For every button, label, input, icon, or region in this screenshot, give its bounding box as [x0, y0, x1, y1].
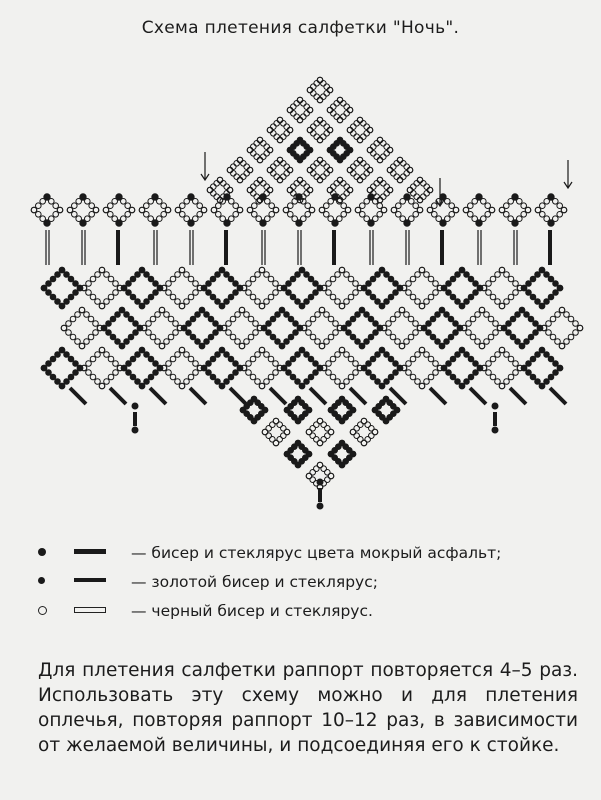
- scheme-title: Схема плетения салфетки "Ночь".: [141, 18, 460, 38]
- beading-scheme-diagram: [0, 60, 601, 510]
- legend-row-gold: [26, 567, 586, 596]
- legend-text-gold: — золотой бисер и стеклярус;: [131, 572, 378, 591]
- gold-bead-bugle-icon: [26, 567, 131, 596]
- dark-bead-bugle-icon: [26, 538, 131, 567]
- legend-row-dark: [26, 538, 586, 567]
- legend-text-dark: — бисер и стеклярус цвета мокрый асфальт;: [131, 543, 502, 562]
- instruction-paragraph: Для плетения салфетки раппорт повторяется 4–5 раз. Использовать эту схему можно и для плетения оплечья, повторяя раппорт 10–12 раз, в зависимости от желаемой величины, и подсоединяя его к стойке.: [38, 660, 578, 756]
- legend-row-black: [26, 596, 586, 625]
- legend: [26, 538, 586, 625]
- legend-text-black: — черный бисер и стеклярус.: [131, 601, 373, 620]
- black-bead-bugle-icon: [26, 596, 131, 625]
